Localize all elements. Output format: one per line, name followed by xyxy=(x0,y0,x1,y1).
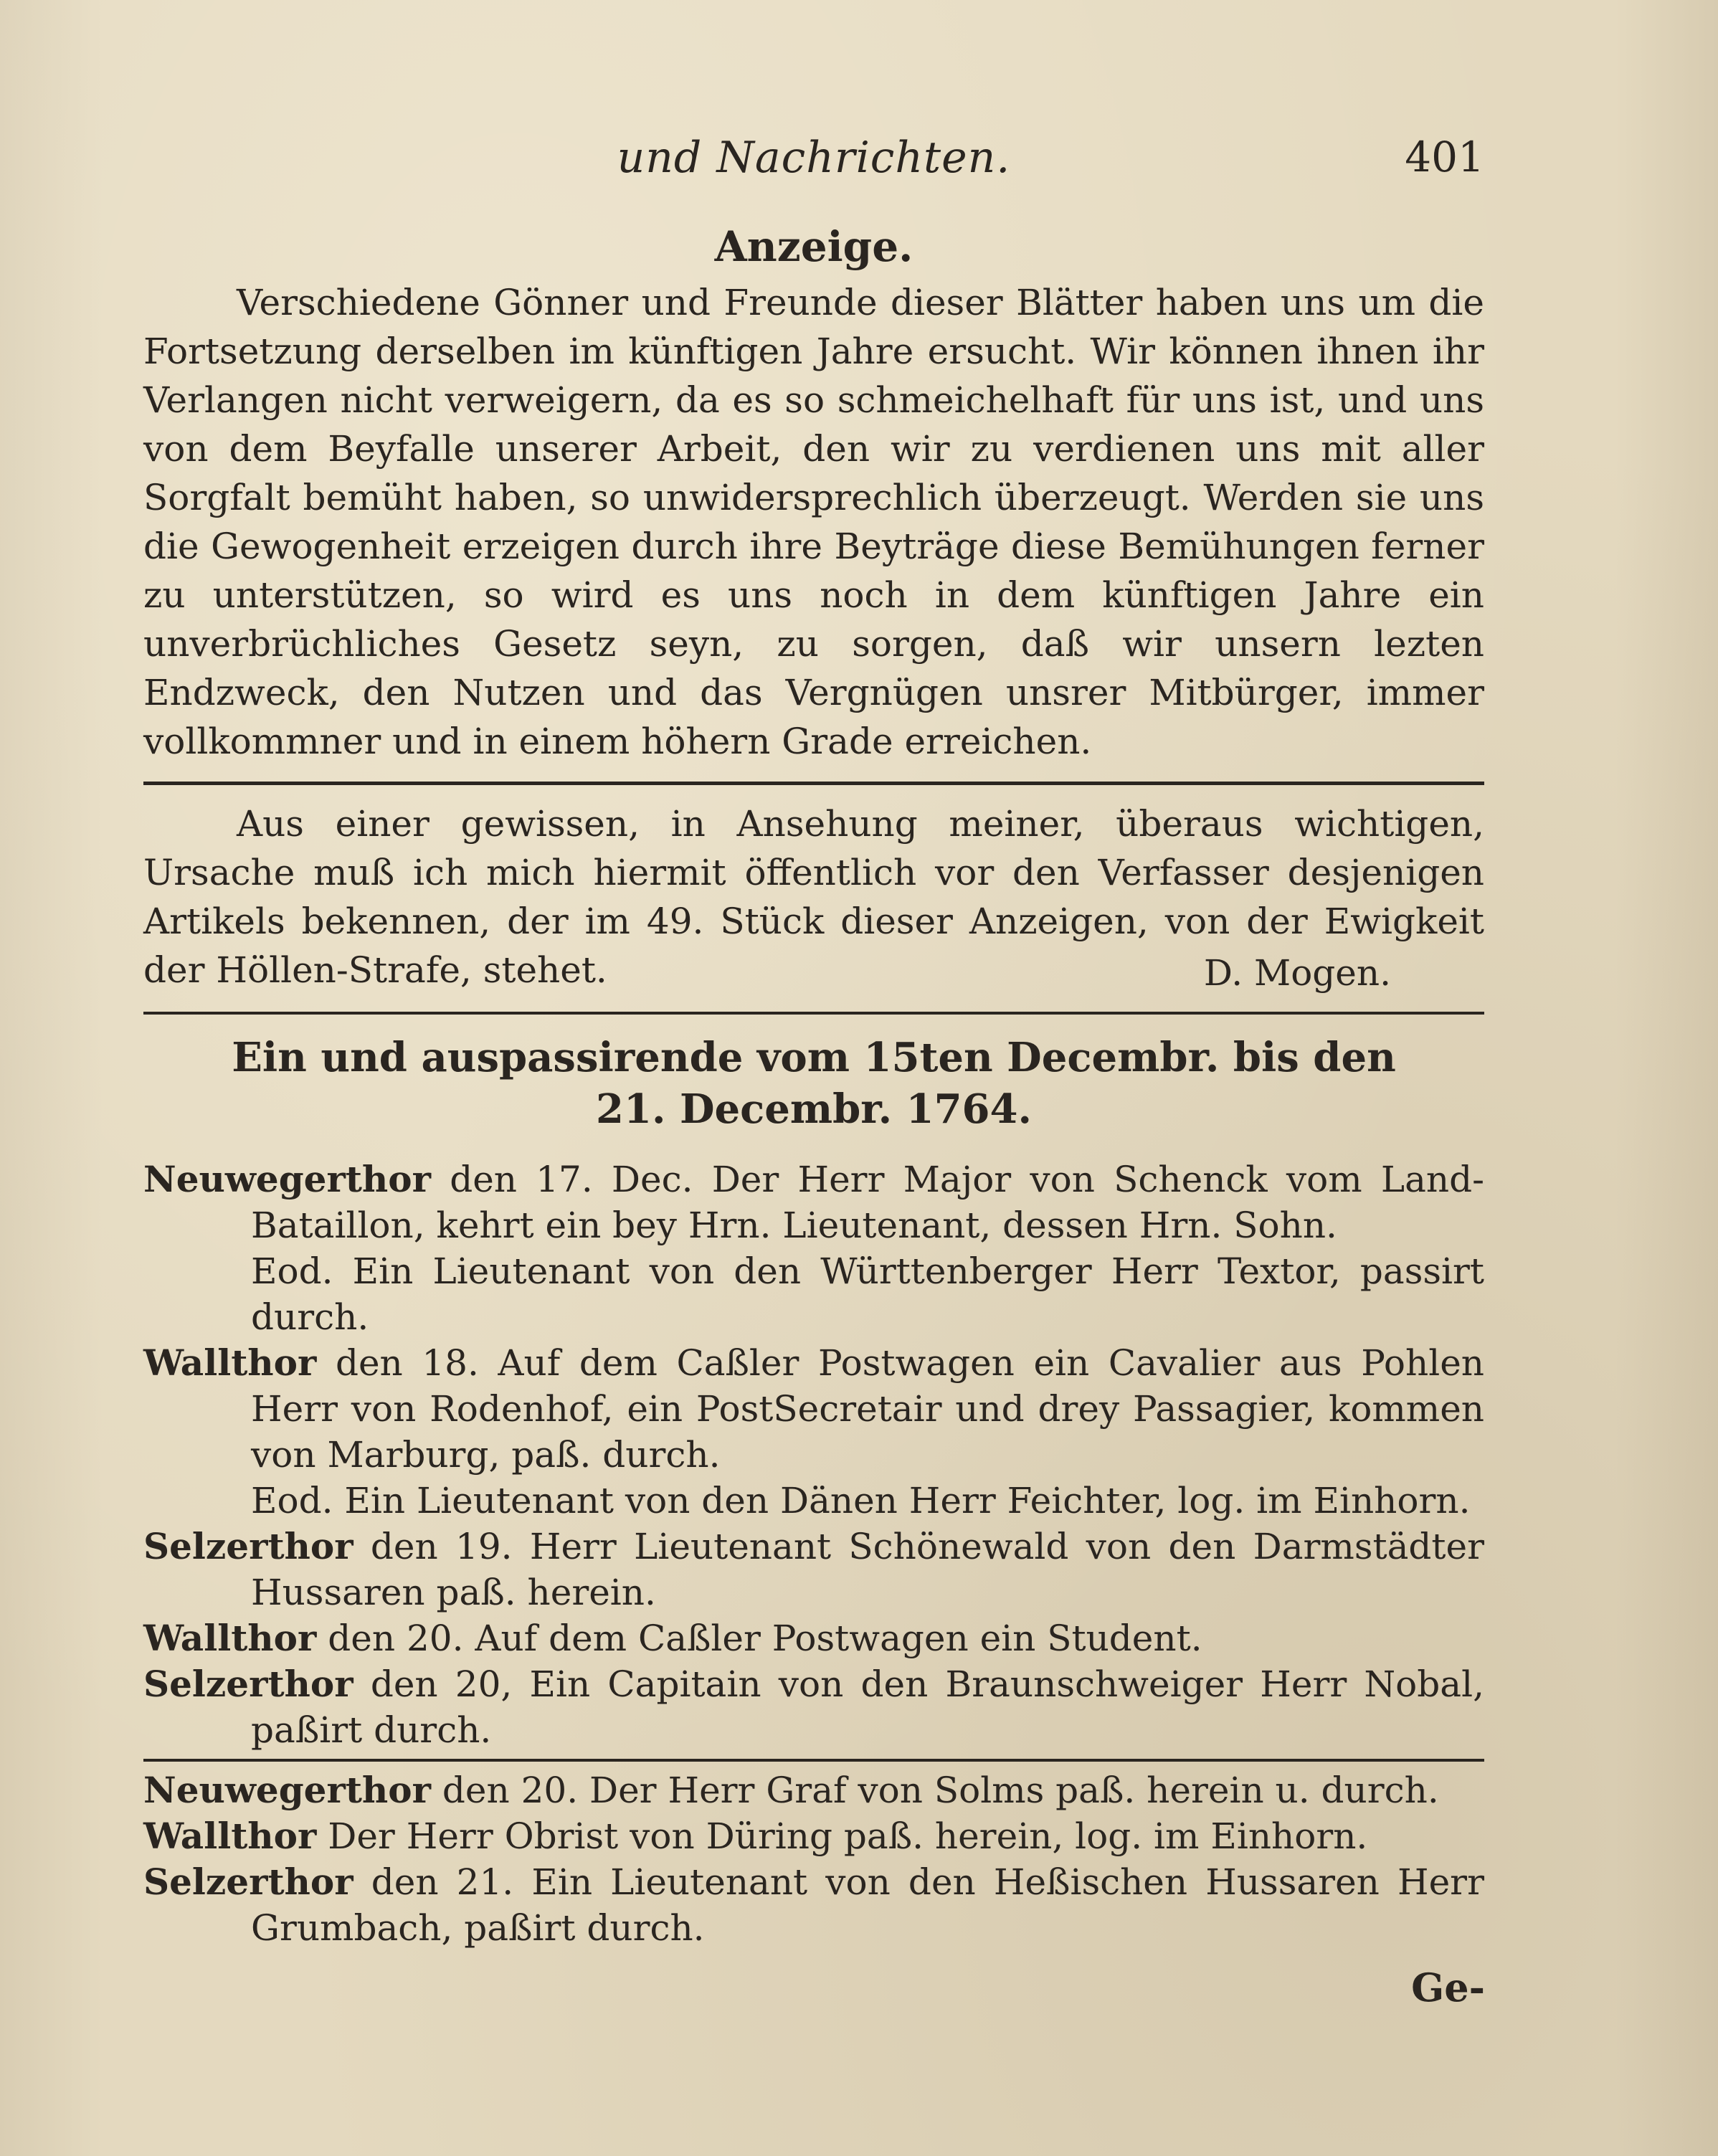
traveller-entry xyxy=(143,1524,1484,1615)
gate-name: Neuwegerthor xyxy=(143,1769,431,1811)
traveller-entry xyxy=(143,1157,1484,1248)
entry-text: den 20. Auf dem Caßler Postwagen ein Student. xyxy=(328,1618,1202,1659)
travellers-heading-line1: Ein und auspassirende vom 15ten Decembr. bis den xyxy=(232,1034,1396,1081)
traveller-entry xyxy=(143,1813,1484,1859)
entry-text: den 18. Auf dem Caßler Postwagen ein Cavalier aus Pohlen Herr von Rodenhof, ein PostSecretair und drey Passagier, kommen von Marburg, paß. durch. xyxy=(251,1342,1484,1476)
entry-text: den 17. Dec. Der Herr Major von Schenck vom Land-Bataillon, kehrt ein bey Hrn. Lieutenant, dessen Hrn. Sohn. xyxy=(251,1159,1485,1246)
announcement-text: Verschiedene Gönner und Freunde dieser Blätter haben uns um die Fortsetzung derselben im künftigen Jahre ersucht. Wir können ihnen ihr Verlangen nicht verweigern, da es so schmeichelhaft für uns ist, und uns von dem Beyfalle unserer Arbeit, den wir zu verdienen uns mit aller Sorgfalt bemüht haben, so unwidersprechlich überzeugt. Werden sie uns die Gewogenheit erzeigen durch ihre Beyträge diese Bemühungen ferner zu unterstützen, so wird es uns noch in dem künftigen Jahre ein unverbrüchliches Gesetz seyn, zu sorgen, daß wir unsern lezten Endzweck, den Nutzen und das Vergnügen unsrer Mitbürger, immer vollkommner und in einem höhern Grade erreichen. xyxy=(143,282,1484,762)
traveller-entry xyxy=(143,1478,1484,1524)
divider-rule xyxy=(143,1012,1484,1015)
gate-name: Wallthor xyxy=(143,1341,317,1384)
divider-rule xyxy=(143,782,1484,785)
running-head: und Nachrichten. xyxy=(617,133,1011,183)
page-content xyxy=(143,215,1484,1951)
entry-text: Eod. Ein Lieutenant von den Dänen Herr Feichter, log. im Einhorn. xyxy=(251,1480,1471,1521)
entry-text: Der Herr Obrist von Düring paß. herein, log. im Einhorn. xyxy=(328,1815,1368,1857)
gate-name: Selzerthor xyxy=(143,1525,353,1567)
traveller-entry xyxy=(143,1859,1484,1951)
gate-name: Neuwegerthor xyxy=(143,1158,431,1200)
notice-signature: D. Mogen. xyxy=(1203,952,1391,994)
announcement-title: Anzeige. xyxy=(714,222,913,271)
entry-text: Eod. Ein Lieutenant von den Württenberger Herr Textor, passirt durch. xyxy=(251,1250,1484,1338)
catchword: Ge- xyxy=(1411,1965,1485,2010)
traveller-entry xyxy=(143,1248,1484,1340)
gate-name: Wallthor xyxy=(143,1815,317,1857)
travellers-heading xyxy=(143,1032,1484,1135)
traveller-entry xyxy=(143,1661,1484,1753)
traveller-entry xyxy=(143,1767,1484,1813)
entry-text: den 20. Der Herr Graf von Solms paß. herein u. durch. xyxy=(442,1770,1439,1811)
traveller-entry xyxy=(143,1340,1484,1478)
entry-text: den 19. Herr Lieutenant Schönewald von den Darmstädter Hussaren paß. herein. xyxy=(251,1526,1484,1613)
notice-text: Aus einer gewissen, in Ansehung meiner, überaus wichtigen, Ursache muß ich mich hiermit öffentlich vor den Verfasser desjenigen Artikels bekennen, der im 49. Stück dieser Anzeigen, von der Ewigkeit der Höllen-Strafe, stehet. xyxy=(143,803,1484,991)
gate-name: Wallthor xyxy=(143,1617,317,1659)
entry-text: den 20, Ein Capitain von den Braunschweiger Herr Nobal, paßirt durch. xyxy=(251,1663,1484,1751)
page-header xyxy=(143,133,1484,197)
entry-text: den 21. Ein Lieutenant von den Heßischen Hussaren Herr Grumbach, paßirt durch. xyxy=(251,1861,1484,1949)
page-number: 401 xyxy=(1405,133,1484,181)
travellers-heading-line2: 21. Decembr. 1764. xyxy=(596,1086,1032,1133)
divider-rule xyxy=(143,1759,1484,1762)
gate-name: Selzerthor xyxy=(143,1861,353,1903)
gate-name: Selzerthor xyxy=(143,1663,353,1705)
traveller-entry xyxy=(143,1615,1484,1661)
